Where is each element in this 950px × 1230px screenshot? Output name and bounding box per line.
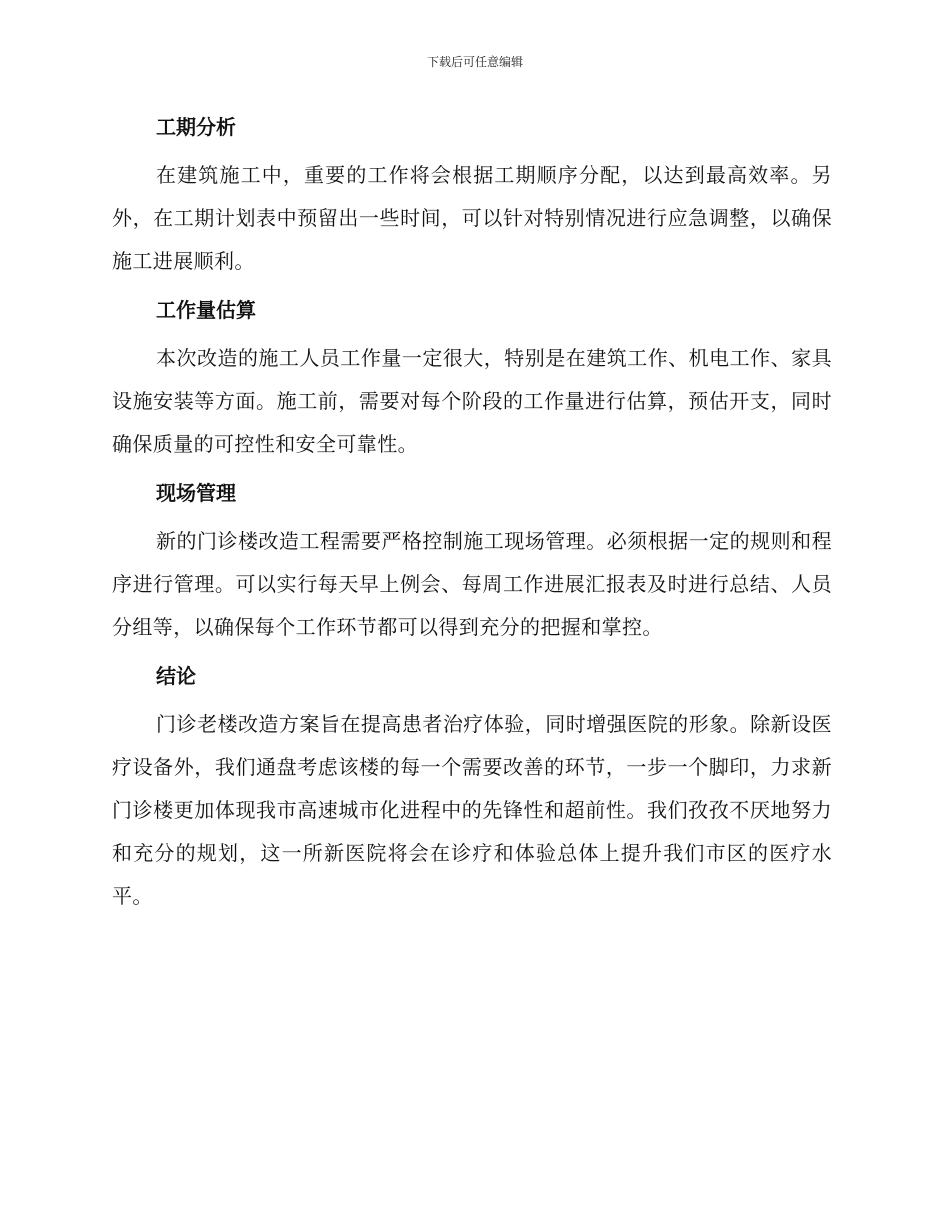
- section-paragraph: 本次改造的施工人员工作量一定很大，特别是在建筑工作、机电工作、家具设施安装等方面。施工前，需要对每个阶段的工作量进行估算，预估开支，同时确保质量的可控性和安全可靠性。: [112, 346, 832, 456]
- section-schedule-analysis: [112, 110, 832, 283]
- section-paragraph: 门诊老楼改造方案旨在提高患者治疗体验，同时增强医院的形象。除新设医疗设备外，我们通盘考虑该楼的每一个需要改善的环节，一步一个脚印，力求新门诊楼更加体现我市高速城市化进程中的先锋性和超前性。我们孜孜不厌地努力和充分的规划，这一所新医院将会在诊疗和体验总体上提升我们市区的医疗水平。: [112, 712, 832, 908]
- section-paragraph: 新的门诊楼改造工程需要严格控制施工现场管理。必须根据一定的规则和程序进行管理。可以实行每天早上例会、每周工作进展汇报表及时进行总结、人员分组等，以确保每个工作环节都可以得到充分的把握和掌控。: [112, 529, 832, 639]
- page-header: 下载后可任意编辑: [426, 55, 523, 69]
- section-paragraph: 在建筑施工中，重要的工作将会根据工期顺序分配，以达到最高效率。另外，在工期计划表中预留出一些时间，可以针对特别情况进行应急调整，以确保施工进展顺利。: [112, 163, 832, 273]
- section-workload-estimation: [112, 293, 832, 466]
- section-heading: 结论: [156, 664, 196, 688]
- document-body: [112, 110, 832, 928]
- section-heading: 工期分析: [156, 115, 236, 139]
- section-heading: 工作量估算: [156, 298, 256, 322]
- section-conclusion: [112, 659, 832, 918]
- section-site-management: [112, 476, 832, 649]
- section-heading: 现场管理: [156, 481, 236, 505]
